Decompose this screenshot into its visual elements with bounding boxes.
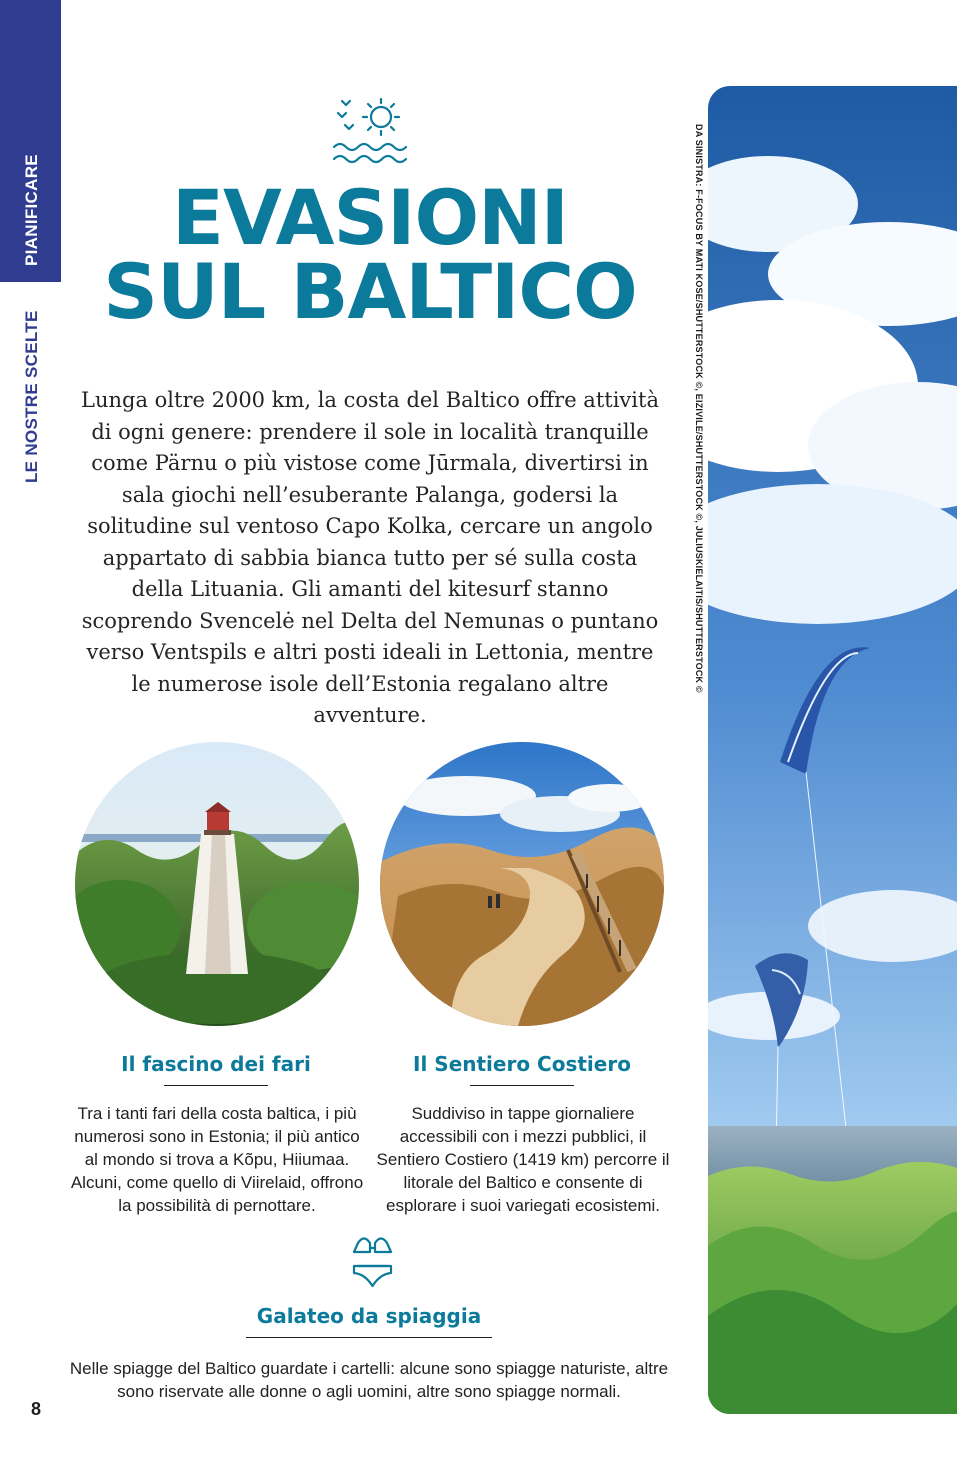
etiquette-divider	[246, 1337, 492, 1338]
page-title-line-2: SUL BALTICO	[103, 247, 637, 336]
kitesurf-photo	[708, 86, 957, 1414]
lighthouse-photo	[75, 742, 359, 1026]
side-label-plan: PIANIFICARE	[22, 154, 41, 266]
feature-divider-right	[470, 1085, 574, 1086]
feature-text-coastal-trail: Suddiviso in tappe giornaliere accessibili con i mezzi pubblici, il Sentiero Costiero (1419 km) percorre il litorale del Baltico e consente di esplorare i suoi variegati ecosistemi.	[376, 1104, 670, 1215]
page-number: 8	[31, 1399, 42, 1419]
etiquette-text: Nelle spiagge del Baltico guardate i cartelli: alcune sono spiagge naturiste, altre sono riservate alle donne o agli uomini, altre sono spiagge normali.	[69, 1359, 669, 1401]
bikini-icon	[350, 1228, 395, 1292]
page-title-line-1: EVASIONI	[172, 173, 568, 262]
feature-title-lighthouses: Il fascino dei fari	[121, 1052, 311, 1076]
coastal-path-photo	[380, 742, 664, 1026]
side-label-choices: LE NOSTRE SCELTE	[22, 310, 41, 483]
feature-title-coastal-trail: Il Sentiero Costiero	[413, 1052, 631, 1076]
intro-paragraph: Lunga oltre 2000 km, la costa del Baltico offre attività di ogni genere: prendere il sole in località tranquille come Pärnu o più vistose come Jūrmala, divertirsi in sala giochi nell’esuberante Palanga, godersi la solitudine sul ventoso Capo Kolka, cercare un angolo appartato di sabbia bianca tutto per sé sulla costa della Lituania. Gli amanti del kitesurf stanno scoprendo Svencelė nel Delta del Nemunas o puntano verso Ventspils e altri posti ideali in Lettonia, mentre le numerose isole dell’Estonia regalano altre avventure.	[81, 388, 659, 727]
feature-divider-left	[164, 1085, 268, 1086]
feature-text-lighthouses: Tra i tanti fari della costa baltica, i più numerosi sono in Estonia; il più antico al mondo si trova a Kõpu, Hiiumaa. Alcuni, come quello di Viirelaid, offrono la possibilità di pernottare.	[70, 1104, 364, 1215]
photo-credit-text: DA SINISTRA: F-FOCUS BY MATI KOSE/SHUTTERSTOCK ©, EIZIVILE/SHUTTERSTOCK ©, JULIUSKIELAITIS/SHUTTERSTOCK ©	[694, 124, 704, 693]
etiquette-title: Galateo da spiaggia	[256, 1304, 482, 1328]
sun-waves-icon	[328, 95, 412, 173]
